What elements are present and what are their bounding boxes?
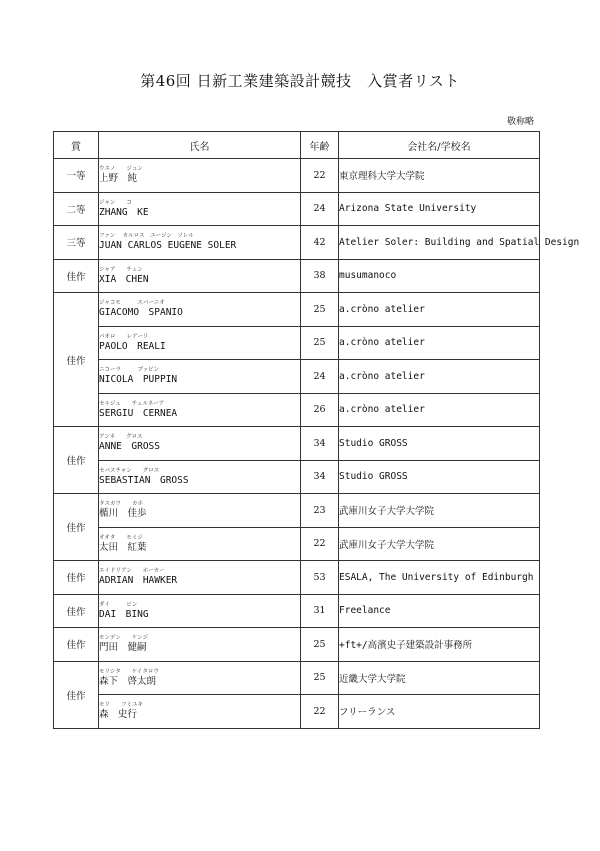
age-cell: 24 [301, 192, 339, 226]
prize-cell: 佳作 [54, 561, 99, 595]
table-row [54, 360, 540, 394]
winner-name: GIACOMO SPANIO [99, 307, 183, 319]
table-row [54, 259, 540, 293]
table-row [54, 427, 540, 461]
org-cell: フリーランス [339, 695, 540, 729]
table-row [54, 661, 540, 695]
prize-cell: 佳作 [54, 259, 99, 293]
name-cell [99, 561, 301, 595]
prize-cell: 二等 [54, 192, 99, 226]
winner-name: ANNE GROSS [99, 441, 160, 453]
table-row [54, 628, 540, 662]
table-row [54, 192, 540, 226]
page-title: 第46回 日新工業建築設計競技 入賞者リスト [140, 72, 460, 90]
org-cell: +ft+/高濱史子建築設計事務所 [339, 628, 540, 662]
org-cell: 武庫川女子大学大学院 [339, 494, 540, 528]
name-cell [99, 360, 301, 394]
name-cell [99, 159, 301, 193]
age-cell: 26 [301, 393, 339, 427]
table-row [54, 527, 540, 561]
age-cell: 25 [301, 326, 339, 360]
header-org: 会社名/学校名 [339, 132, 540, 159]
winner-name: PAOLO REALI [99, 340, 166, 352]
prize-cell: 佳作 [54, 427, 99, 494]
furigana-text: モリ フミユキ [99, 702, 144, 709]
winner-name: SERGIU CERNEA [99, 407, 178, 419]
name-cell [99, 695, 301, 729]
name-cell [99, 393, 301, 427]
winner-name: ADRIAN HAWKER [99, 575, 178, 587]
table-row [54, 226, 540, 260]
winner-name: 森下 啓太朗 [99, 675, 157, 687]
org-cell: 近畿大学大学院 [339, 661, 540, 695]
name-cell [99, 259, 301, 293]
table-header-row [54, 132, 540, 159]
prize-cell: 佳作 [54, 628, 99, 662]
header-age: 年齢 [301, 132, 339, 159]
furigana-text: ウエノ ジュン [99, 166, 143, 173]
name-cell [99, 661, 301, 695]
org-cell: ESALA, The University of Edinburgh [339, 561, 540, 595]
org-cell: Atelier Soler: Building and Spatial Design [339, 226, 540, 260]
org-cell: 東京理科大学大学院 [339, 159, 540, 193]
prize-cell: 佳作 [54, 661, 99, 728]
table-row [54, 460, 540, 494]
org-cell: a.cròno atelier [339, 360, 540, 394]
honorific-note: 敬称略 [506, 117, 534, 127]
age-cell: 34 [301, 460, 339, 494]
name-cell [99, 460, 301, 494]
org-cell: Arizona State University [339, 192, 540, 226]
age-cell: 25 [301, 628, 339, 662]
header-prize: 賞 [54, 132, 99, 159]
furigana-text: セルジュ チェルネーア [99, 400, 165, 407]
org-cell: Studio GROSS [339, 460, 540, 494]
name-cell [99, 293, 301, 327]
name-cell [99, 494, 301, 528]
furigana-text: パオロ レアーリ [99, 333, 149, 340]
org-cell: a.cròno atelier [339, 393, 540, 427]
prize-cell: 三等 [54, 226, 99, 260]
table-row [54, 695, 540, 729]
name-cell [99, 594, 301, 628]
age-cell: 24 [301, 360, 339, 394]
age-cell: 23 [301, 494, 339, 528]
winner-name: 上野 純 [99, 173, 138, 185]
table-row [54, 561, 540, 595]
furigana-text: ファン カルロス ユージン ソレル [99, 233, 194, 240]
age-cell: 22 [301, 695, 339, 729]
winners-table [53, 131, 580, 729]
furigana-text: ダイ ビン [99, 601, 138, 608]
furigana-text: ニコーラ プッピン [99, 367, 160, 374]
name-cell [99, 527, 301, 561]
furigana-text: オオタ モミジ [99, 534, 143, 541]
winner-name: SEBASTIAN GROSS [99, 474, 189, 486]
org-cell: 武庫川女子大学大学院 [339, 527, 540, 561]
winner-name: DAI BING [99, 608, 149, 620]
age-cell: 42 [301, 226, 339, 260]
org-cell: Freelance [339, 594, 540, 628]
prize-cell: 佳作 [54, 494, 99, 561]
prize-cell: 一等 [54, 159, 99, 193]
winner-name: NICOLA PUPPIN [99, 374, 178, 386]
org-cell: Studio GROSS [339, 427, 540, 461]
age-cell: 22 [301, 159, 339, 193]
furigana-text: アンネ グロス [99, 434, 143, 441]
furigana-text: ジャコモ スパーニオ [99, 300, 165, 307]
prize-cell: 佳作 [54, 594, 99, 628]
furigana-text: シャア チェン [99, 266, 143, 273]
winner-name: ZHANG KE [99, 206, 149, 218]
table-row [54, 293, 540, 327]
org-cell: musumanoco [339, 259, 540, 293]
table-row [54, 393, 540, 427]
table-row [54, 594, 540, 628]
winner-name: 太田 紅葉 [99, 541, 147, 553]
table-row [54, 494, 540, 528]
furigana-text: セバスチャン グロス [99, 467, 160, 474]
org-cell: a.cròno atelier [339, 293, 540, 327]
furigana-text: ジャン コ [99, 199, 132, 206]
winner-name: XIA CHEN [99, 273, 149, 285]
header-name: 氏名 [99, 132, 301, 159]
furigana-text: モリシタ ケイタロウ [99, 668, 159, 675]
age-cell: 25 [301, 661, 339, 695]
age-cell: 34 [301, 427, 339, 461]
winner-name: JUAN CARLOS EUGENE SOLER [99, 240, 237, 252]
age-cell: 31 [301, 594, 339, 628]
org-cell: a.cròno atelier [339, 326, 540, 360]
prize-cell: 佳作 [54, 293, 99, 427]
age-cell: 38 [301, 259, 339, 293]
winner-name: 楯川 佳歩 [99, 508, 147, 520]
name-cell [99, 326, 301, 360]
name-cell [99, 226, 301, 260]
furigana-text: エイドリアン ホーカー [99, 568, 165, 575]
table-row [54, 326, 540, 360]
name-cell [99, 427, 301, 461]
winner-name: 森 史行 [99, 709, 138, 721]
name-cell [99, 192, 301, 226]
furigana-text: モンデン ケンジ [99, 635, 148, 642]
age-cell: 25 [301, 293, 339, 327]
name-cell [99, 628, 301, 662]
age-cell: 22 [301, 527, 339, 561]
age-cell: 53 [301, 561, 339, 595]
table-row [54, 159, 540, 193]
winner-name: 門田 健嗣 [99, 642, 147, 654]
furigana-text: タスカワ カホ [99, 501, 144, 508]
